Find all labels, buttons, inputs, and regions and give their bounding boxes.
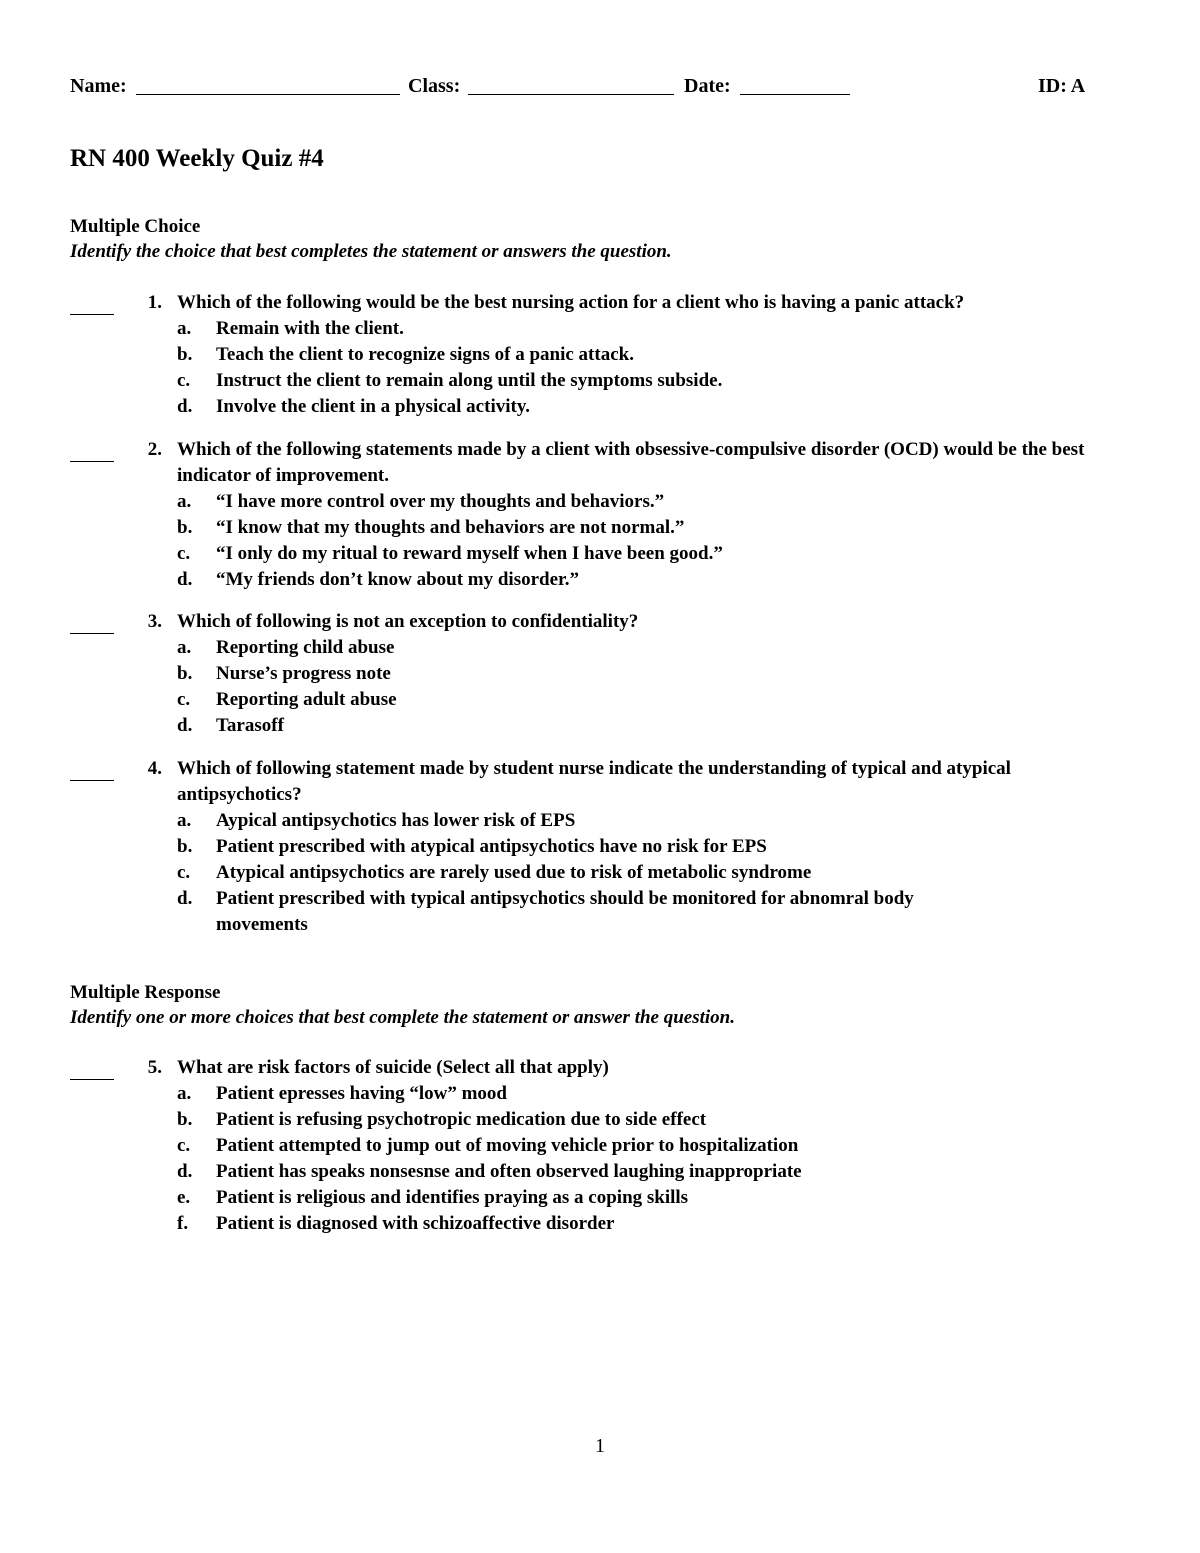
section-title-multiple-choice: Multiple Choice [70, 216, 201, 237]
choice-a [0, 808, 1200, 834]
choice-f [0, 1211, 1200, 1237]
answer-blank[interactable] [70, 1079, 114, 1080]
choice-c [0, 687, 1200, 713]
choice-text: Patient has speaks nonsesnse and often observed laughing inappropriate [216, 1161, 802, 1182]
choice-text: Instruct the client to remain along until the symptoms subside. [216, 370, 723, 391]
choice-text: Atypical antipsychotics are rarely used due to risk of metabolic syndrome [216, 862, 812, 883]
choice-text: Tarasoff [216, 715, 284, 736]
choice-letter: e. [177, 1187, 191, 1208]
choice-d [0, 886, 1200, 938]
question-number: 3. [147, 611, 162, 632]
section-instructions-multiple-response: Identify one or more choices that best complete the statement or answer the question. [70, 1007, 735, 1028]
choice-letter: a. [177, 637, 192, 658]
choice-a [0, 489, 1200, 515]
question-text: Which of the following would be the best nursing action for a client who is having a panic attack? [177, 292, 965, 313]
choice-letter: f. [177, 1213, 189, 1234]
choice-letter: c. [177, 1135, 191, 1156]
choice-b [0, 342, 1200, 368]
choice-letter: a. [177, 1083, 192, 1104]
answer-blank[interactable] [70, 314, 114, 315]
choice-text: Patient is religious and identifies praying as a coping skills [216, 1187, 689, 1208]
choice-text: Patient epresses having “low” mood [216, 1083, 507, 1104]
choice-letter: b. [177, 344, 193, 365]
answer-blank[interactable] [70, 633, 114, 634]
date-field-line [740, 94, 850, 95]
choice-letter: b. [177, 517, 193, 538]
choice-text: “I know that my thoughts and behaviors are not normal.” [216, 517, 685, 538]
choice-text: Nurse’s progress note [216, 663, 391, 684]
section-title-multiple-response: Multiple Response [70, 982, 221, 1003]
choice-text: Patient is refusing psychotropic medication due to side effect [216, 1109, 707, 1130]
choice-d [0, 394, 1200, 420]
question-number: 4. [147, 758, 162, 779]
quiz-title: RN 400 Weekly Quiz #4 [70, 145, 324, 172]
choice-d [0, 1159, 1200, 1185]
choice-text: “My friends don’t know about my disorder.” [216, 569, 579, 590]
choice-letter: a. [177, 491, 192, 512]
question-number: 2. [147, 439, 162, 460]
choice-letter: a. [177, 810, 192, 831]
choice-c [0, 368, 1200, 394]
choice-text: Reporting adult abuse [216, 689, 397, 710]
choice-c [0, 541, 1200, 567]
choice-letter: c. [177, 543, 191, 564]
choice-d [0, 567, 1200, 593]
question-text: Which of following statement made by student nurse indicate the understanding of typical and atypical antipsychotics? [177, 758, 1011, 805]
choice-text: Patient is diagnosed with schizoaffective disorder [216, 1213, 615, 1234]
choice-letter: b. [177, 836, 193, 857]
section-instructions-multiple-choice: Identify the choice that best completes the statement or answers the question. [70, 241, 672, 262]
question-text: Which of following is not an exception to confidentiality? [177, 611, 639, 632]
choice-text: Patient attempted to jump out of moving vehicle prior to hospitalization [216, 1135, 799, 1156]
page-number: 1 [595, 1435, 605, 1457]
choice-letter: d. [177, 1161, 193, 1182]
choice-text: Aypical antipsychotics has lower risk of EPS [216, 810, 576, 831]
quiz-header [70, 72, 1100, 100]
choice-text: Teach the client to recognize signs of a panic attack. [216, 344, 634, 365]
choice-text: “I have more control over my thoughts and behaviors.” [216, 491, 665, 512]
choice-text: Remain with the client. [216, 318, 404, 339]
choice-letter: d. [177, 569, 193, 590]
question-text: Which of the following statements made by a client with obsessive-compulsive disorder (OCD) would be the best indicator of improvement. [177, 439, 1085, 486]
choice-text: Patient prescribed with typical antipsychotics should be monitored for abnomral body movements [216, 888, 914, 935]
class-field-line [468, 94, 674, 95]
choice-a [0, 635, 1200, 661]
id-label: ID: A [1038, 75, 1086, 97]
choice-letter: b. [177, 1109, 193, 1130]
date-label: Date: [684, 75, 731, 97]
question-number: 5. [147, 1057, 162, 1078]
choice-text: Patient prescribed with atypical antipsychotics have no risk for EPS [216, 836, 767, 857]
choice-letter: d. [177, 715, 193, 736]
choice-letter: b. [177, 663, 193, 684]
choice-letter: c. [177, 370, 191, 391]
class-label: Class: [408, 75, 461, 97]
choice-text: “I only do my ritual to reward myself when I have been good.” [216, 543, 723, 564]
name-label: Name: [70, 75, 127, 97]
answer-blank[interactable] [70, 461, 114, 462]
choice-a [0, 1081, 1200, 1107]
choice-c [0, 1133, 1200, 1159]
choice-b [0, 515, 1200, 541]
choice-a [0, 316, 1200, 342]
choice-text: Reporting child abuse [216, 637, 395, 658]
answer-blank[interactable] [70, 780, 114, 781]
choice-d [0, 713, 1200, 739]
choice-c [0, 860, 1200, 886]
name-field-line [136, 94, 400, 95]
choice-letter: d. [177, 888, 193, 909]
choice-text: Involve the client in a physical activity. [216, 396, 531, 417]
choice-letter: d. [177, 396, 193, 417]
choice-letter: c. [177, 689, 191, 710]
choice-letter: c. [177, 862, 191, 883]
choice-b [0, 661, 1200, 687]
choice-b [0, 834, 1200, 860]
choice-letter: a. [177, 318, 192, 339]
choice-e [0, 1185, 1200, 1211]
choice-b [0, 1107, 1200, 1133]
question-text: What are risk factors of suicide (Select all that apply) [177, 1057, 609, 1078]
question-number: 1. [147, 292, 162, 313]
